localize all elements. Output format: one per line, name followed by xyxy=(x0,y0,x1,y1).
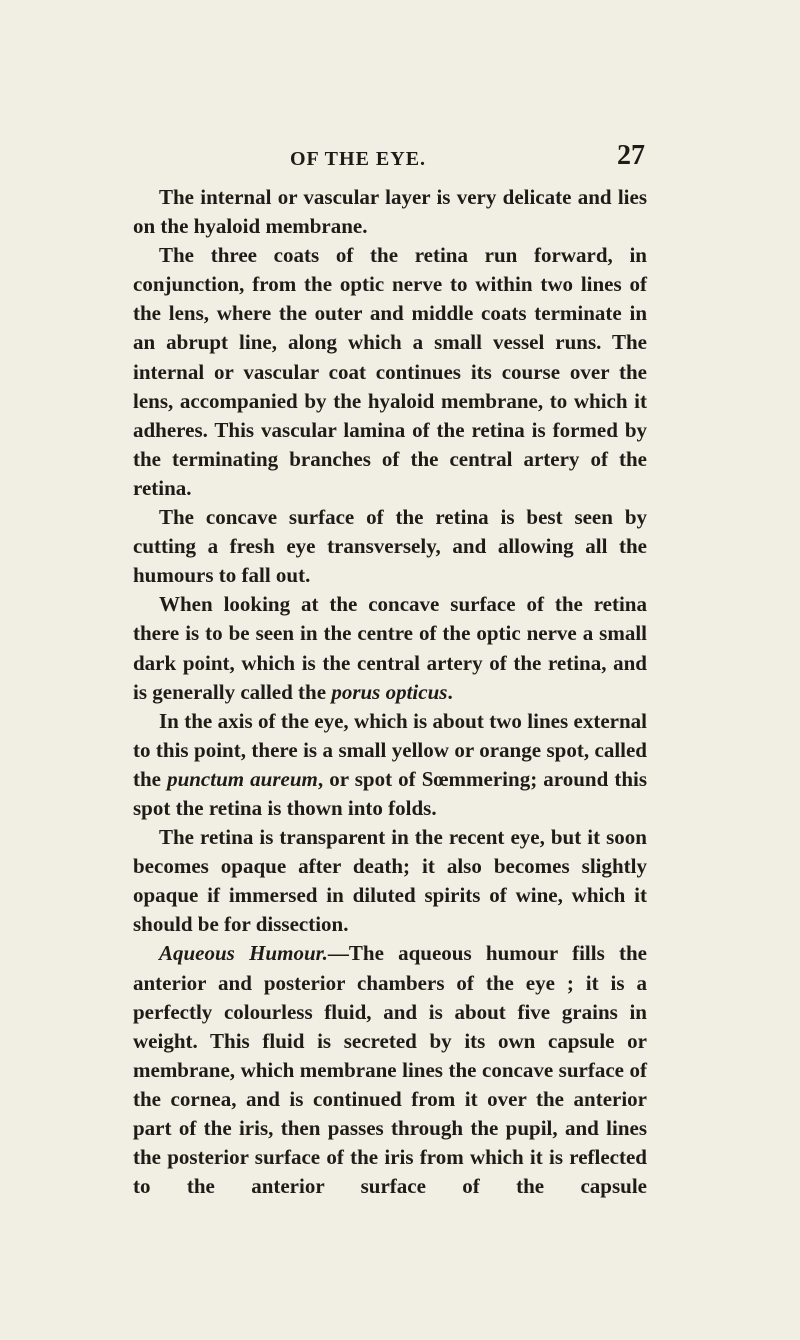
punctum-aureum-text-a: In the axis of the eye, which is about two lines external to this point, there is a small yellow or orange spot, called the xyxy=(133,708,647,791)
paragraph-concave-surface: The concave surface of the retina is best seen by cutting a fresh eye transversely, and allowing all the humours to fall out. xyxy=(133,505,647,588)
paragraph-punctum-aureum xyxy=(133,707,647,823)
aqueous-humour-heading: Aqueous Humour. xyxy=(159,941,328,966)
punctum-aureum-term: punctum aureum xyxy=(167,766,318,791)
punctum-aureum-text-b: , or spot of Sœmmering; around this spot the retina is thown into folds. xyxy=(133,766,647,820)
paragraph-retina-transparency: The retina is transparent in the recent eye, but it soon becomes opaque after death; it also becomes slightly opaque if immersed in diluted spirits of wine, which it should be for dissection. xyxy=(133,825,647,937)
running-head: OF THE EYE. xyxy=(290,148,427,170)
paragraph-porus-opticus xyxy=(133,590,647,706)
paragraph-aqueous-humour xyxy=(133,939,647,1201)
porus-opticus-term: porus opticus xyxy=(331,679,448,704)
aqueous-humour-text: —The aqueous humour fills the anterior and posterior chambers of the eye ; it is a perfectly colourless fluid, and is about five grains in weight. This fluid is secreted by its own capsule or membrane, which membrane lines the concave surface of the cornea, and is continued from it over the anterior part of the iris, then passes through the pupil, and lines the posterior surface of the iris from which it is reflected to the anterior surface of the capsule xyxy=(133,941,647,1199)
paragraph-vascular-layer: The internal or vascular layer is very delicate and lies on the hyaloid membrane. xyxy=(133,185,647,239)
porus-opticus-text: When looking at the concave surface of the retina there is to be seen in the centre of the optic nerve a small dark point, which is the central artery of the retina, and is generally called the xyxy=(133,592,647,704)
porus-opticus-end: . xyxy=(447,679,453,704)
page-header xyxy=(0,140,800,180)
body-text xyxy=(133,183,647,1201)
paragraph-retina-coats: The three coats of the retina run forward, in conjunction, from the optic nerve to within two lines of the lens, where the outer and middle coats terminate in an abrupt line, along which a small vessel runs. The internal or vascular coat continues its course over the lens, accompanied by the hyaloid membrane, to which it adheres. This vascular lamina of the retina is formed by the terminating branches of the central artery of the retina. xyxy=(133,243,647,500)
page-number: 27 xyxy=(617,140,645,171)
